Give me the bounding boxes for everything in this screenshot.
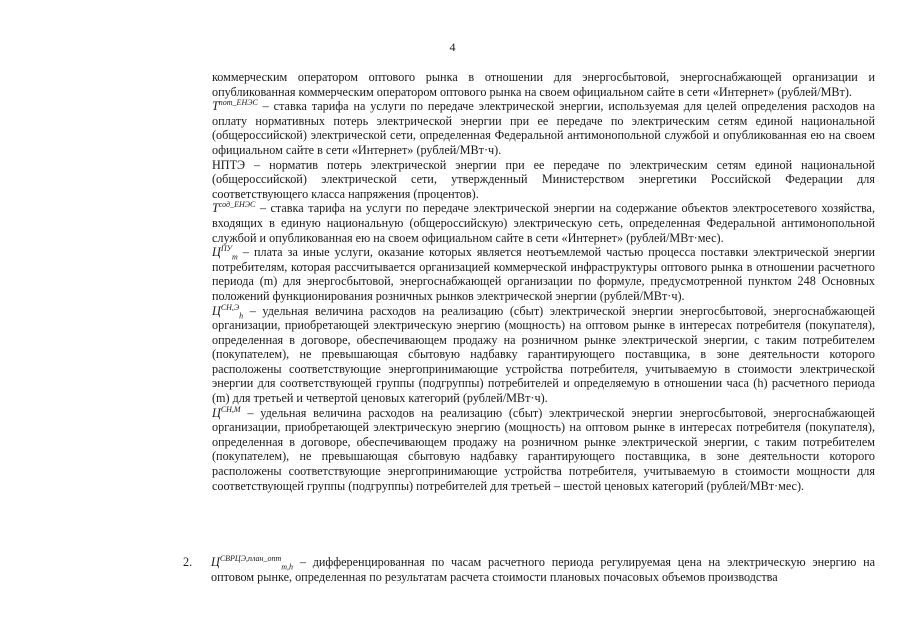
paragraph-text: – ставка тарифа на услуги по передаче электрической энергии на содержание объектов электросетевого хозяйства, входящих в единую национальную (общероссийскую) электрическую сеть, определенная Федеральной антимонопольной службой и опубликованная ею на своем официальном сайте в сети «Интернет» (рублей/МВт·мес). (212, 201, 875, 245)
paragraph-other-services-fee (212, 245, 875, 303)
paragraph-text: – плата за иные услуги, оказание которых является неотъемлемой частью процесса поставки электрической энергии потребителям, которая рассчитывается организацией коммерческой инфраструктуры оптового рынка в отношении расчетного периода (m) для энергосбытовой, энергоснабжающей организации по формуле, предусмотренной пунктом 248 Основных положений функционирования розничных рынков электрической энергии (рублей/МВт·ч). (212, 245, 875, 303)
paragraph-text: – удельная величина расходов на реализацию (сбыт) электрической энергии энергосбытовой, энергоснабжающей организации, приобретающей электрическую энергию (мощность) на оптовом рынке в интересах потребителя (покупателя), определенная в договоре, обеспечивающем продажу на розничном рынке электрической энергии, с таким потребителем (покупателем), не превышающая сбытовую надбавку гарантирующего поставщика, в зоне деятельности которого расположены соответствующие энергопринимающие устройства потребителя, учитываемую в стоимости мощности для соответствующей группы (подгруппы) потребителей для третьей – шестой ценовых категорий (рублей/МВт·мес). (212, 405, 875, 493)
formula-symbol: $Ц^{ПУ}_m$ (212, 244, 238, 262)
paragraph-loss-norm (212, 158, 875, 202)
numbered-item-2 (183, 555, 875, 584)
formula-symbol: $T^{сод\_ЕНЭС}$ (212, 200, 256, 216)
page-number: 4 (449, 40, 456, 54)
paragraph-tariff-losses (212, 99, 875, 157)
paragraph-text: коммерческим оператором оптового рынка в отношении для энергосбытовой, энергоснабжающей организации и опубликованная коммерческим оператором оптового рынка на своем официальном сайте в сети «Интернет» (рублей/МВт). (212, 70, 875, 99)
paragraph-text: – удельная величина расходов на реализацию (сбыт) электрической энергии энергосбытовой, энергоснабжающей организации, приобретающей электрическую энергию (мощность) на оптовом рынке в интересах потребителя (покупателя), определенная в договоре, обеспечивающем продажу на розничном рынке электрической энергии, с таким потребителем (покупателем), не превышающая сбытовую надбавку гарантирующего поставщика, в зоне деятельности которого расположены соответствующие энергопринимающие устройства потребителя, учитываемую в стоимости электрической энергии для соответствующей группы (подгруппы) потребителей и определяемую в отношении часа (h) расчетного периода (m) для третьей и четвертой ценовых категорий (рублей/МВт·ч). (212, 303, 875, 406)
formula-symbol: $Ц^{СН,Э}_h$ (212, 302, 244, 320)
item-text (183, 555, 875, 584)
paragraph-tariff-maintenance (212, 201, 875, 245)
paragraph-sales-cost-capacity (212, 406, 875, 494)
paragraph-text: – ставка тарифа на услуги по передаче электрической энергии, используемая для целей определения расходов на оплату нормативных потерь электрической энергии при ее передаче по электрическим сетям единой национальной (общероссийской) электрической сети, определенная Федеральной антимонопольной службой и опубликованная ею на своем официальном сайте в сети «Интернет» (рублей/МВт·ч). (212, 99, 875, 157)
paragraph-definition-1 (212, 70, 875, 99)
paragraph-text: – дифференцированная по часам расчетного периода регулируемая цена на электрическую энергию на оптовом рынке, определенная по результатам расчета стоимости плановых почасовых объемов производства (211, 555, 875, 584)
document-body (212, 70, 875, 493)
paragraph-text: НПТЭ – норматив потерь электрической энергии при ее передаче по электрическим сетям единой национальной (общероссийской) электрической сети, утвержденный Министерством энергетики Российской Федерации для соответствующего класса напряжения (процентов). (212, 157, 875, 201)
formula-symbol: $T^{пот\_ЕНЭС}$ (212, 98, 258, 114)
formula-symbol: $Ц^{СВРЦЭ,план\_опт}_{m,h}$ (211, 553, 294, 572)
paragraph-sales-cost-energy (212, 304, 875, 406)
formula-symbol: $Ц^{СН,М}$ (212, 404, 241, 420)
item-number: 2. (183, 555, 193, 569)
